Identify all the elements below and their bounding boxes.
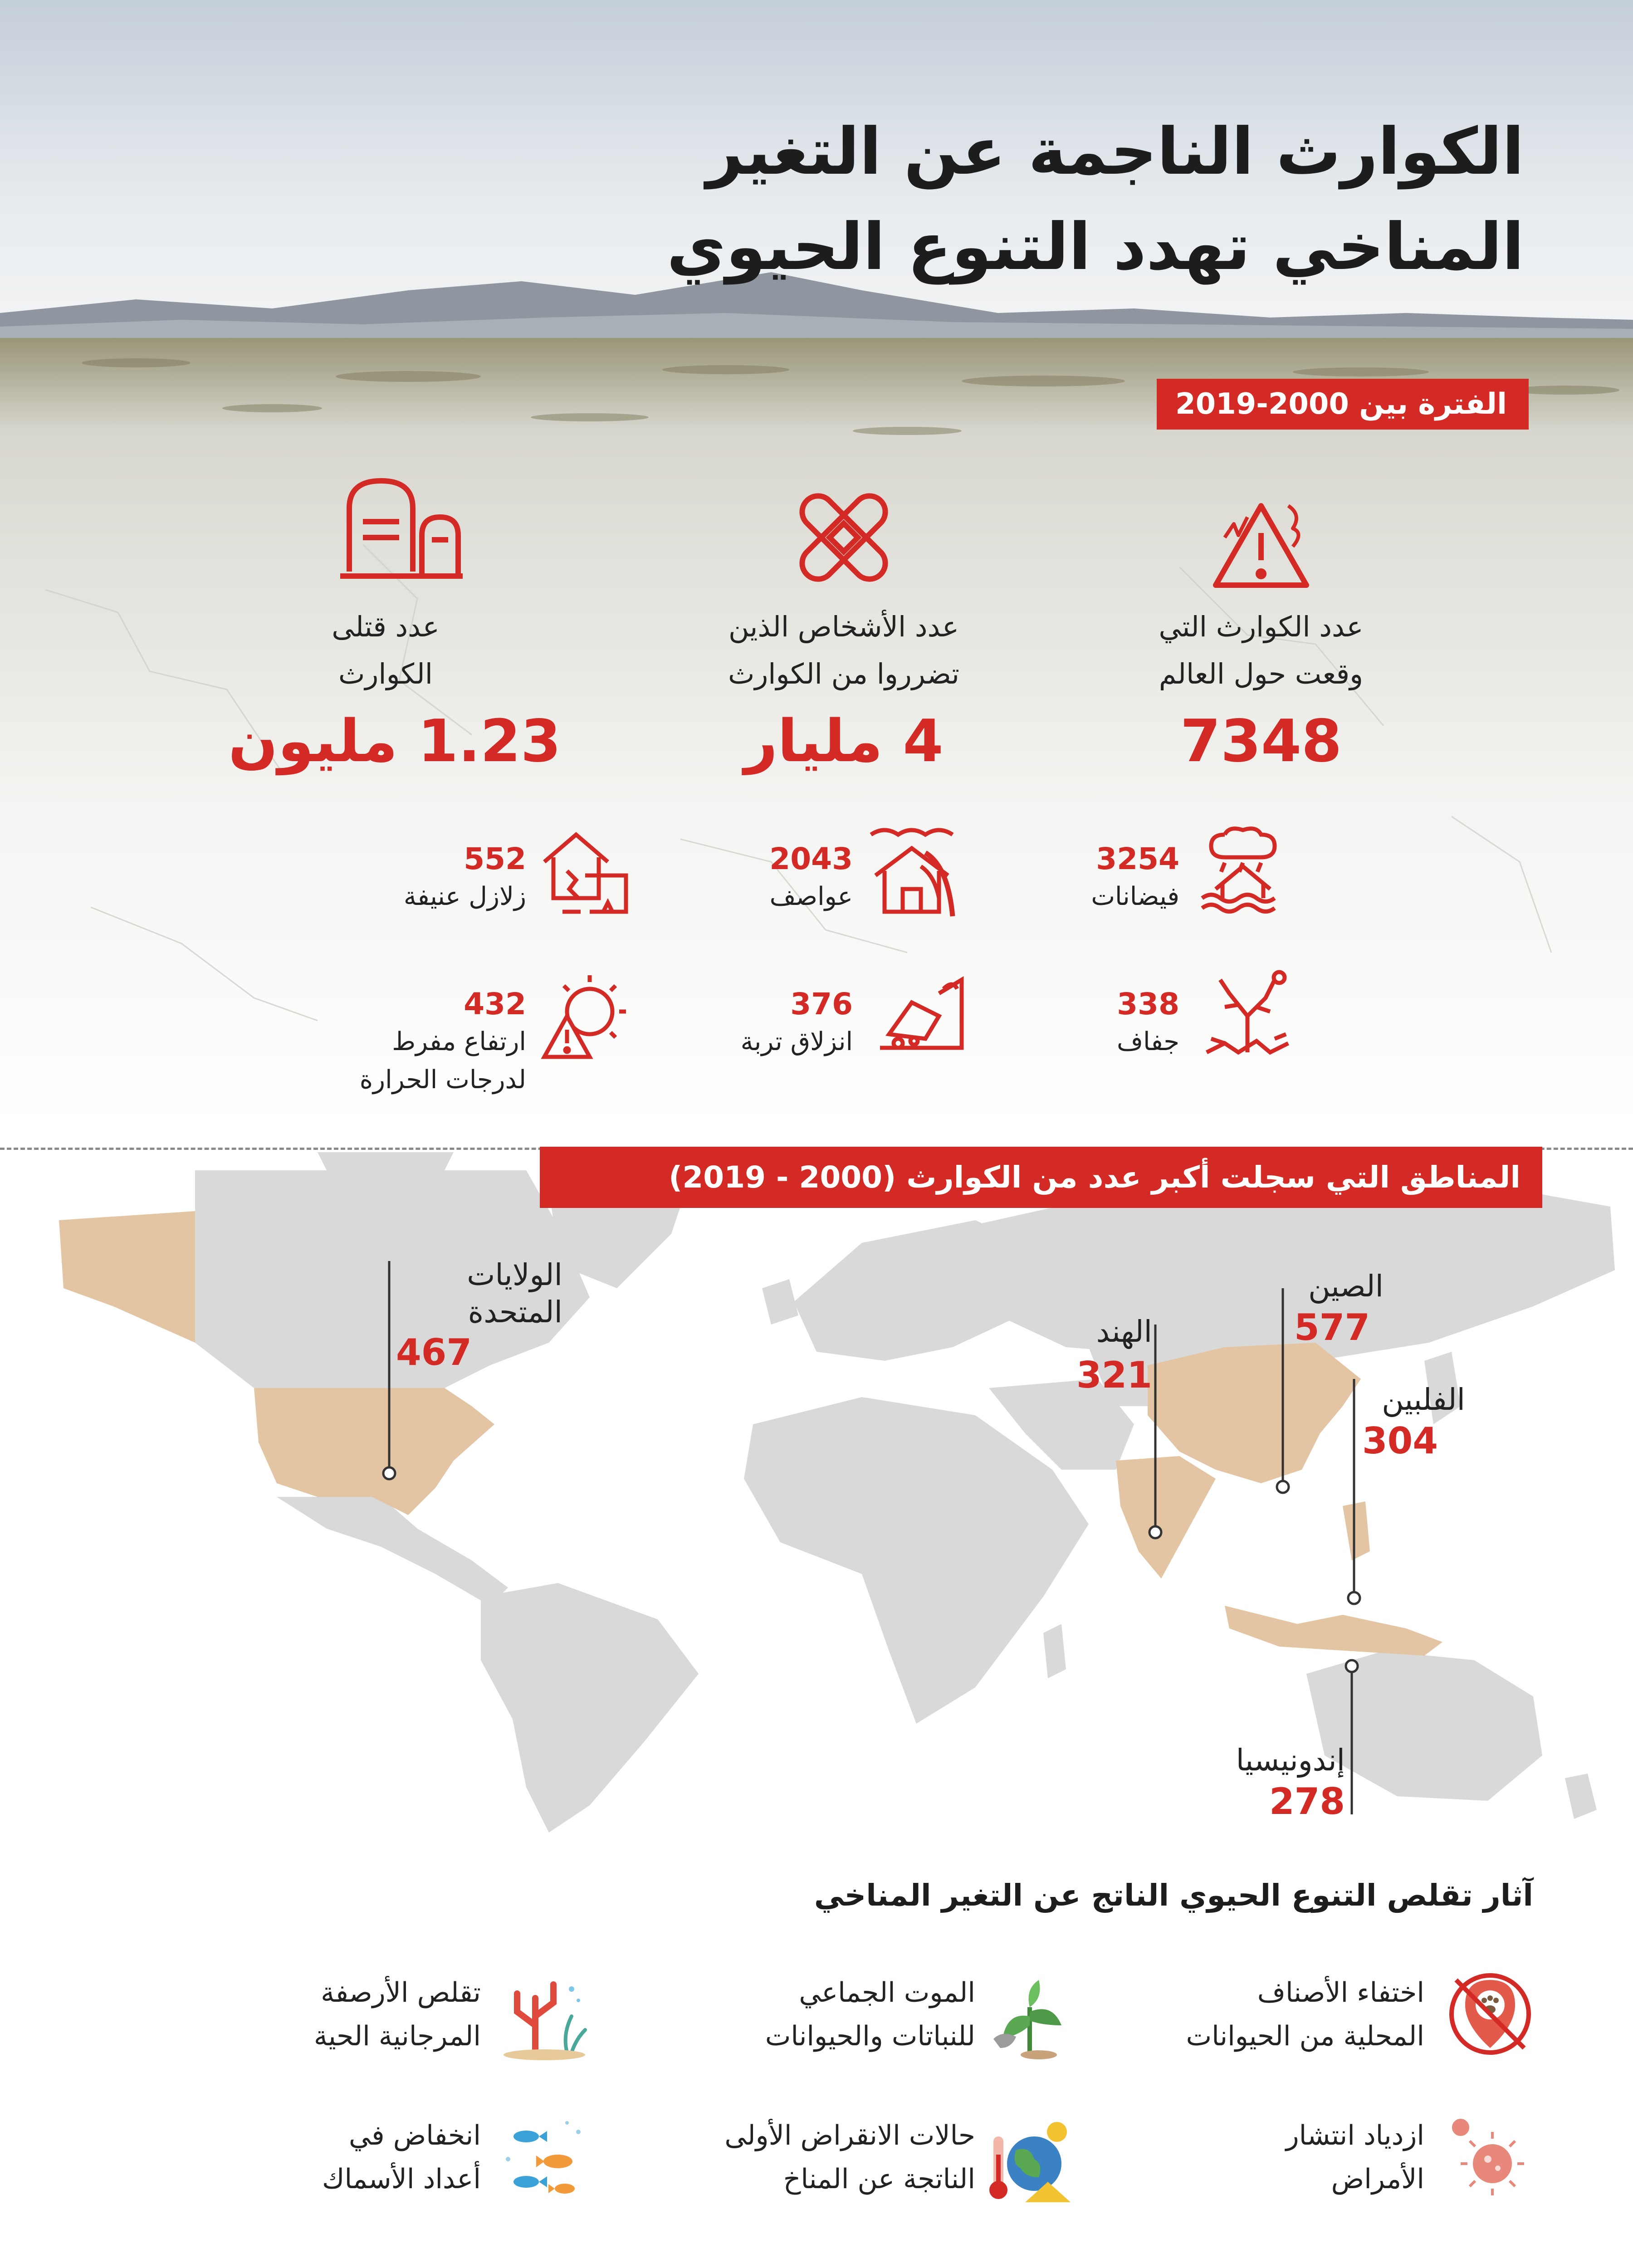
effect-native-species: اختفاء الأصناف المحلية من الحيوانات — [1186, 1977, 1424, 2052]
drought-value: 338 — [1117, 987, 1179, 1022]
bandage-icon — [789, 483, 898, 592]
flood-icon — [1198, 821, 1288, 912]
fish-icon — [499, 2114, 590, 2204]
page-title — [435, 104, 1524, 295]
heat-value: 432 — [464, 987, 526, 1022]
label-usa: الولايات المتحدة — [467, 1257, 562, 1330]
label-indonesia: إندونيسيا — [1236, 1743, 1345, 1778]
map-usa — [254, 1388, 494, 1515]
map-uk — [762, 1279, 798, 1325]
effect-diseases: ازدياد انتشار الأمراض — [1286, 2120, 1424, 2195]
drought-icon — [1202, 966, 1293, 1057]
value-philippines: 304 — [1362, 1420, 1438, 1462]
earthquake-label: زلازل عنيفة — [403, 882, 526, 911]
heat-label: ارتفاع مفرط لدرجات الحرارة — [359, 1027, 526, 1095]
value-indonesia: 278 — [1269, 1780, 1345, 1823]
map-usa-alaska — [59, 1211, 195, 1343]
no-animals-icon — [1447, 1971, 1533, 2057]
marker-usa — [383, 1467, 395, 1479]
label-philippines: الفلبين — [1382, 1382, 1465, 1417]
effect-mass-death: الموت الجماعي للنباتات والحيوانات — [765, 1977, 975, 2052]
earthquake-value: 552 — [464, 841, 526, 876]
hot-planet-icon — [984, 2114, 1075, 2204]
value-usa: 467 — [396, 1331, 472, 1374]
storm-icon — [862, 821, 962, 921]
map-philippines — [1343, 1501, 1370, 1560]
label-india: الهند — [1096, 1314, 1152, 1349]
marker-india — [1149, 1526, 1161, 1538]
storm-label: عواصف — [769, 882, 853, 911]
landslide-icon — [871, 966, 971, 1057]
map-mexico-central — [277, 1497, 508, 1606]
title-line-2: المناخي تهدد التنوع الحيوي — [666, 210, 1524, 284]
dying-plant-icon — [984, 1971, 1075, 2062]
virus-icon — [1447, 2114, 1533, 2200]
stat-disasters-label: عدد الكوارث التي وقعت حول العالم — [1159, 610, 1364, 690]
drought-label: جفاف — [1116, 1027, 1179, 1056]
warning-icon — [1207, 488, 1315, 596]
map-south-america — [481, 1583, 699, 1833]
map-new-zealand — [1565, 1774, 1597, 1819]
map-africa — [744, 1397, 1089, 1724]
effect-coral-reefs: تقلص الأرصفة المرجانية الحية — [313, 1977, 481, 2052]
flood-label: فيضانات — [1091, 882, 1179, 911]
effect-extinctions: حالات الانقراض الأولى الناتجة عن المناخ — [724, 2120, 975, 2195]
storm-value: 2043 — [769, 841, 853, 876]
value-india: 321 — [1076, 1354, 1152, 1396]
gravestone-icon — [331, 467, 467, 590]
flood-value: 3254 — [1096, 841, 1179, 876]
landslide-label: انزلاق تربة — [740, 1027, 853, 1056]
map-india — [1116, 1456, 1216, 1579]
stat-affected-value: 4 مليار — [744, 708, 944, 775]
coral-icon — [499, 1971, 590, 2062]
map-madagascar — [1043, 1624, 1066, 1678]
label-china: الصين — [1308, 1269, 1384, 1304]
map-ribbon: المناطق التي سجلت أكبر عدد من الكوارث (2000 - 2019) — [540, 1147, 1542, 1208]
map-indonesia — [1225, 1606, 1442, 1656]
marker-china — [1277, 1481, 1289, 1493]
landslide-value: 376 — [790, 987, 853, 1022]
marker-indonesia — [1346, 1660, 1358, 1672]
title-line-1: الكوارث الناجمة عن التغير — [706, 114, 1524, 189]
heat-icon — [535, 966, 635, 1066]
world-map — [0, 1152, 1633, 1833]
stat-disasters-value: 7348 — [1180, 708, 1342, 775]
stat-deaths-label: عدد قتلى الكوارث — [332, 610, 440, 690]
period-ribbon: الفترة بين 2000-2019 — [1157, 379, 1529, 430]
effects-title: آثار تقلص التنوع الحيوي الناتج عن التغير المناخي — [814, 1878, 1533, 1913]
marker-philippines — [1348, 1592, 1360, 1604]
effect-fish-decline: انخفاض في أعداد الأسماك — [322, 2120, 481, 2195]
earthquake-icon — [535, 821, 635, 921]
stat-affected-label: عدد الأشخاص الذين تضرروا من الكوارث — [728, 610, 960, 690]
value-china: 577 — [1294, 1306, 1370, 1349]
stat-deaths-value: 1.23 مليون — [228, 708, 561, 775]
